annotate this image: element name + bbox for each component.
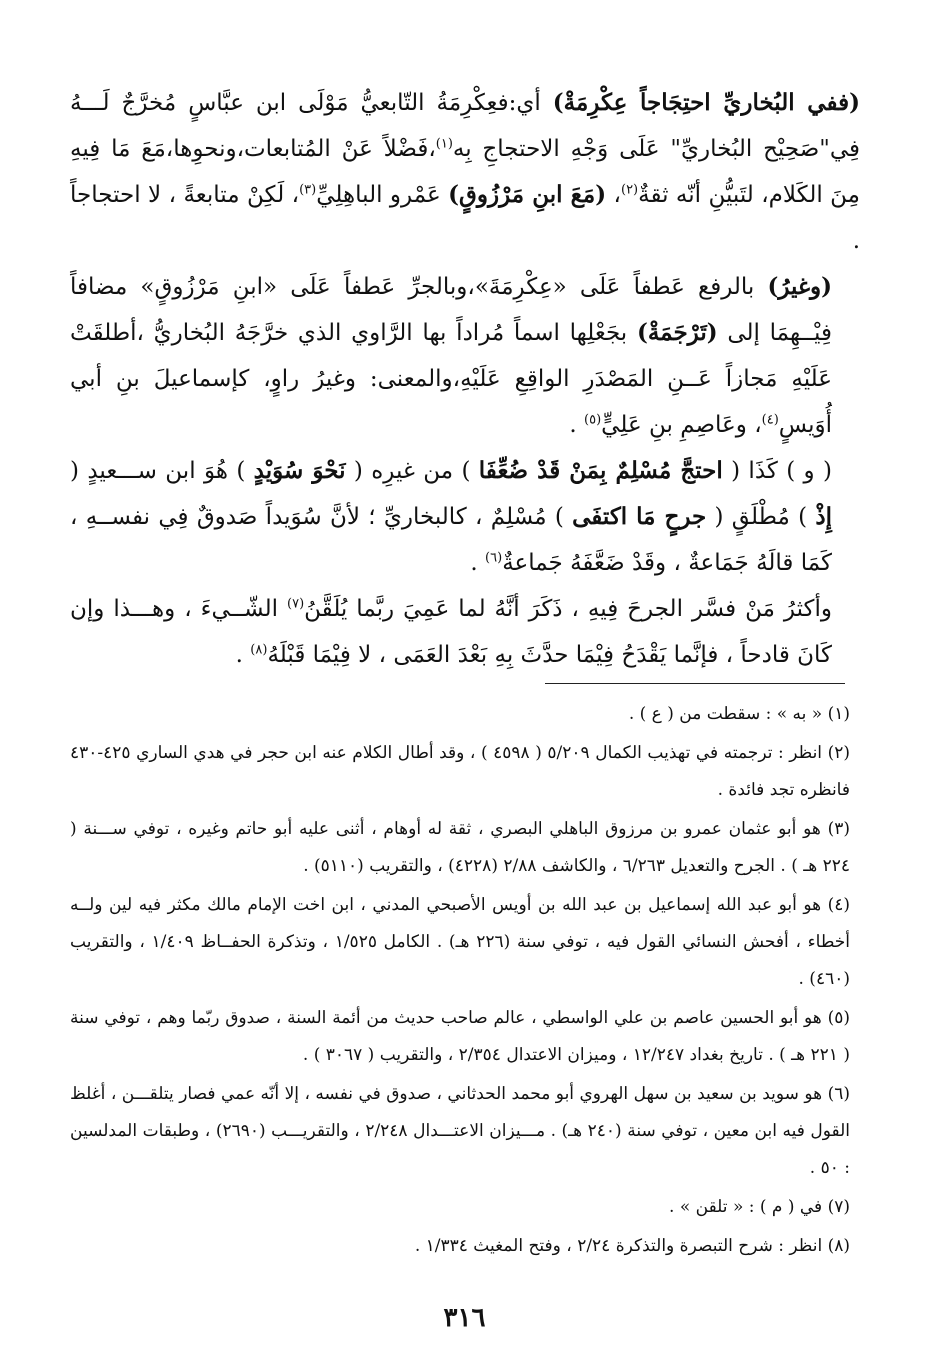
poem-quote: (وغيرُ) — [767, 273, 832, 300]
footnote-8: (٨) انظر : شرح التبصرة والتذكرة ٢/٢٤ ، وفتح المغيث ١/٣٣٤ . — [414, 1236, 850, 1256]
main-text — [70, 80, 860, 678]
footnote-2: (٢) انظر : ترجمته في تهذيب الكمال ٥/٢٠٩ ( ٤٥٩٨ ) ، وقد أطال الكلام عنه ابن حجر في هدي الساري ٤٢٥-٤٣٠ فانظره تجد فائدة . — [70, 743, 850, 800]
text-run: ، وعَاصِمِ بنِ عَلِيٍّ — [601, 412, 762, 438]
text-run: ) مُسْلِمٌ ، كالبخاريِّ ؛ لأنَّ سُوَيداً صَدوقٌ فِي نفســهِ ، كَمَا قالَهُ جَمَاعةٌ ، وقَدْ ضَعَّفَهُ جَماعةٌ — [70, 504, 832, 576]
text-run: . — [569, 412, 585, 438]
paragraph-3 — [70, 448, 860, 586]
text-run: ) مُطْلَقٍ ( — [706, 504, 816, 530]
footnote-ref[interactable]: (٥) — [584, 412, 602, 428]
footnote-7: (٧) في ( م ) : « تلقن » . — [669, 1197, 850, 1217]
footnote-ref[interactable]: (٧) — [287, 596, 305, 612]
text-run: ، لَكِنْ متابعةً ، لا احتجاجاً . — [70, 182, 860, 254]
footnote-ref[interactable]: (١) — [435, 136, 453, 152]
poem-quote: (تَرْجَمَةْ) — [636, 319, 718, 346]
footnote-6: (٦) هو سويد بن سعيد بن سهل الهروي أبو محمد الحدثاني ، صدوق في نفسه ، إلا أنّه عمي فصار يتلقـــن ، أغلظ القول فيه ابن معين ، توفي سنة (٢٤٠ هـ) . مـــيزان الاعتـــدال ٢/٢٤٨ ، والتقريـــب (٢٦٩٠) ، وطبقات المدلسين : ٥٠ . — [70, 1084, 850, 1178]
text-run: ) من غيرِه ( — [345, 458, 479, 484]
footnote-ref[interactable]: (٤) — [761, 412, 779, 428]
text-run: عَمْرو الباهِلِيِّ — [316, 182, 449, 208]
footnotes-section — [70, 696, 850, 1267]
text-run: بالرفع عَطفاً عَلَى «عِكْرِمَةَ»،وبالجرِّ عَطفاً عَلَى «ابنِ مَرْزُوقٍ» مضافاً فِيْــهِمَا إلى — [70, 274, 832, 346]
footnote-separator — [545, 683, 845, 684]
text-run: . — [235, 642, 251, 668]
text-run: ( و ) كَذَا ( — [722, 458, 832, 484]
text-run: بجَعْلِها اسماً مُراداً بها الرَّاوي الذي خرَّجَهُ البُخاريُّ ،أطلقَتْ عَلَيْهِ مَجازاً عَــنِ المَصْدَرِ الواقِعِ عَلَيْهِ،والمعنى: وغيرُ راوٍ، كإسماعيلَ بنِ أبي أُوَيسٍ — [70, 320, 832, 438]
text-run: ،فَضْلاً عَنْ المُتابعات،ونحوِها،مَعَ مَا فِيهِ مِنَ الكَلام، لتَبيُّنِ أنّه ثقةٌ — [70, 136, 860, 208]
poem-quote: (ففي البُخاريِّ احتِجَاجاً عِكْرِمَةْ) — [552, 89, 860, 116]
text-run: ، — [606, 182, 621, 208]
footnote-ref[interactable]: (٣) — [299, 182, 317, 198]
text-run: أي:فعِكْرِمَةُ التّابعيُّ مَوْلَى ابن عبَّاسٍ مُخرَّجٌ لَـــهُ فِي"صَحِيْح البُخاريِّ" عَلَى وَجْهِ الاحتجاجِ بِه — [70, 90, 860, 162]
page-number: ٣١٦ — [443, 1303, 486, 1333]
paragraph-4 — [70, 586, 860, 678]
footnote-3: (٣) هو أبو عثمان عمرو بن مرزوق الباهلي البصري ، ثقة له أوهام ، أثنى عليه أبو حاتم وغيره ، توفي ســـنة ( ٢٢٤ هـ ) . الجرح والتعديل ٦/٢٦٣ ، والكاشف ٢/٨٨ (٤٢٢٨) ، والتقريب (٥١١٠) . — [70, 819, 850, 876]
text-run: . — [470, 550, 486, 576]
footnote-ref[interactable]: (٢) — [620, 182, 639, 198]
poem-quote: جرحٍ مَا اكتفَى — [572, 503, 707, 530]
footnote-5: (٥) هو أبو الحسين عاصم بن علي الواسطي ، عالم صاحب حديث من أئمة السنة ، صدوق ربّما وهم ، توفي سنة ( ٢٢١ هـ ) . تاريخ بغداد ١٢/٢٤٧ ، وميزان الاعتدال ٢/٣٥٤ ، والتقريب ( ٣٠٦٧ ) . — [70, 1008, 850, 1065]
footnote-4: (٤) هو أبو عبد الله إسماعيل بن عبد الله بن أويس الأصبحي المدني ، ابن اخت الإمام مالك مكثر فيه لين ولــه أخطاء ، أفحش النسائي القول فيه ، توفي سنة (٢٢٦ هـ) . الكامل ١/٥٢٥ ، وتذكرة الحفــاظ ١/٤٠٩ ، والتقريب (٤٦٠) . — [70, 895, 850, 989]
footnote-1: (١) « به » : سقطت من ( ع ) . — [628, 704, 850, 724]
poem-quote: (مَعَ ابنِ مَرْزُوقٍ) — [448, 181, 607, 208]
paragraph-2 — [70, 264, 860, 448]
poem-quote: نَحْوَ سُوَيْدٍ — [253, 457, 346, 484]
footnote-ref[interactable]: (٦) — [485, 550, 503, 566]
poem-quote: احتجَّ مُسْلِمٌ بِمَنْ قَدْ ضُعِّفَا — [478, 457, 723, 484]
text-run: ) هُوَ ابن ســـعيدٍ ( — [70, 458, 254, 484]
text-run: وأكثرُ مَنْ فسَّر الجرحَ فِيهِ ، ذَكَرَ أنَّهُ لما عَمِيَ ربَّما يُلَقَّنُ — [304, 596, 832, 622]
poem-quote: إِذْ — [815, 503, 832, 530]
footnote-ref[interactable]: (٨) — [250, 642, 268, 658]
text-run: الشّــيءَ ، وهـــذا وإن كَانَ قادحاً ، فإنَّما يَقْدَحُ فِيْمَا حدَّثَ بِهِ بَعْدَ العَمَى ، لا فِيْمَا قَبْلَهُ — [70, 596, 832, 668]
paragraph-1 — [70, 80, 860, 264]
